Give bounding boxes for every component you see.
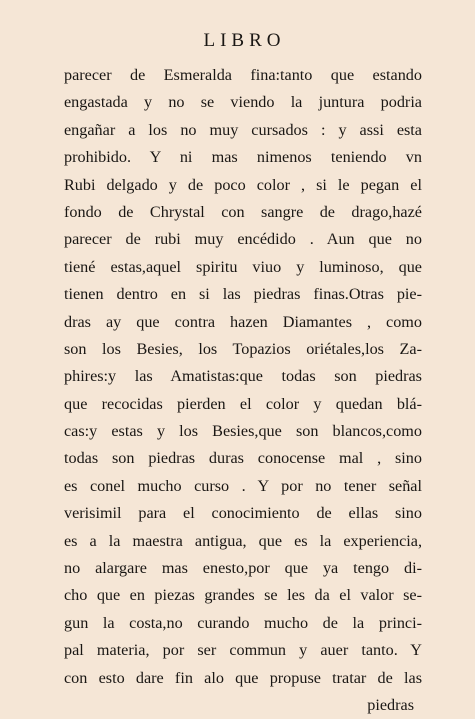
text-line-17: verisimil para el conocimiento de ellas sino: [64, 504, 422, 523]
text-line-16: es conel mucho curso . Y por no tener señal: [64, 476, 422, 495]
text-line-3: engañar a los no muy cursados : y assi esta: [64, 120, 422, 139]
text-line-10: dras ay que contra hazen Diamantes , como: [64, 312, 422, 331]
text-line-1: parecer de Esmeralda fina:tanto que estando: [64, 66, 422, 84]
text-line-11: son los Besies, los Topazios oriétales,los Za-: [64, 339, 422, 358]
catchword: piedras: [367, 695, 414, 714]
text-line-9: tienen dentro en si las piedras finas.Otras pie-: [64, 285, 422, 304]
text-line-13: que recocidas pierden el color y quedan blá-: [64, 394, 422, 413]
text-line-8: tiené estas,aquel spiritu viuo y luminoso, que: [64, 257, 422, 276]
text-line-21: gun la costa,no curando mucho de la princi-: [64, 613, 422, 632]
text-line-6: fondo de Chrystal con sangre de drago,hazé: [64, 202, 422, 221]
text-line-23: con esto dare fin alo que propuse tratar de las: [64, 668, 422, 687]
text-line-12: phires:y las Amatistas:que todas son piedras: [64, 367, 422, 386]
text-line-20: cho que en piezas grandes se les da el valor se-: [64, 586, 422, 605]
text-line-19: no alargare mas enesto,por que ya tengo di-: [64, 559, 422, 578]
text-line-2: engastada y no se viendo la juntura podria: [64, 93, 422, 112]
running-head: LIBRO: [203, 30, 286, 51]
text-line-4: prohibido. Y ni mas nimenos teniendo vn: [64, 148, 422, 167]
text-line-15: todas son piedras duras conocense mal , sino: [64, 449, 422, 468]
body-text: [64, 62, 422, 719]
text-line-5: Rubi delgado y de poco color , si le pegan el: [64, 175, 422, 194]
text-line-7: parecer de rubi muy encédido . Aun que no: [64, 230, 422, 249]
text-line-14: cas:y estas y los Besies,que son blancos,como: [64, 422, 422, 441]
text-line-18: es a la maestra antigua, que es la experiencia,: [64, 531, 422, 550]
text-line-22: pal materia, por ser commun y auer tanto. Y: [64, 641, 422, 660]
